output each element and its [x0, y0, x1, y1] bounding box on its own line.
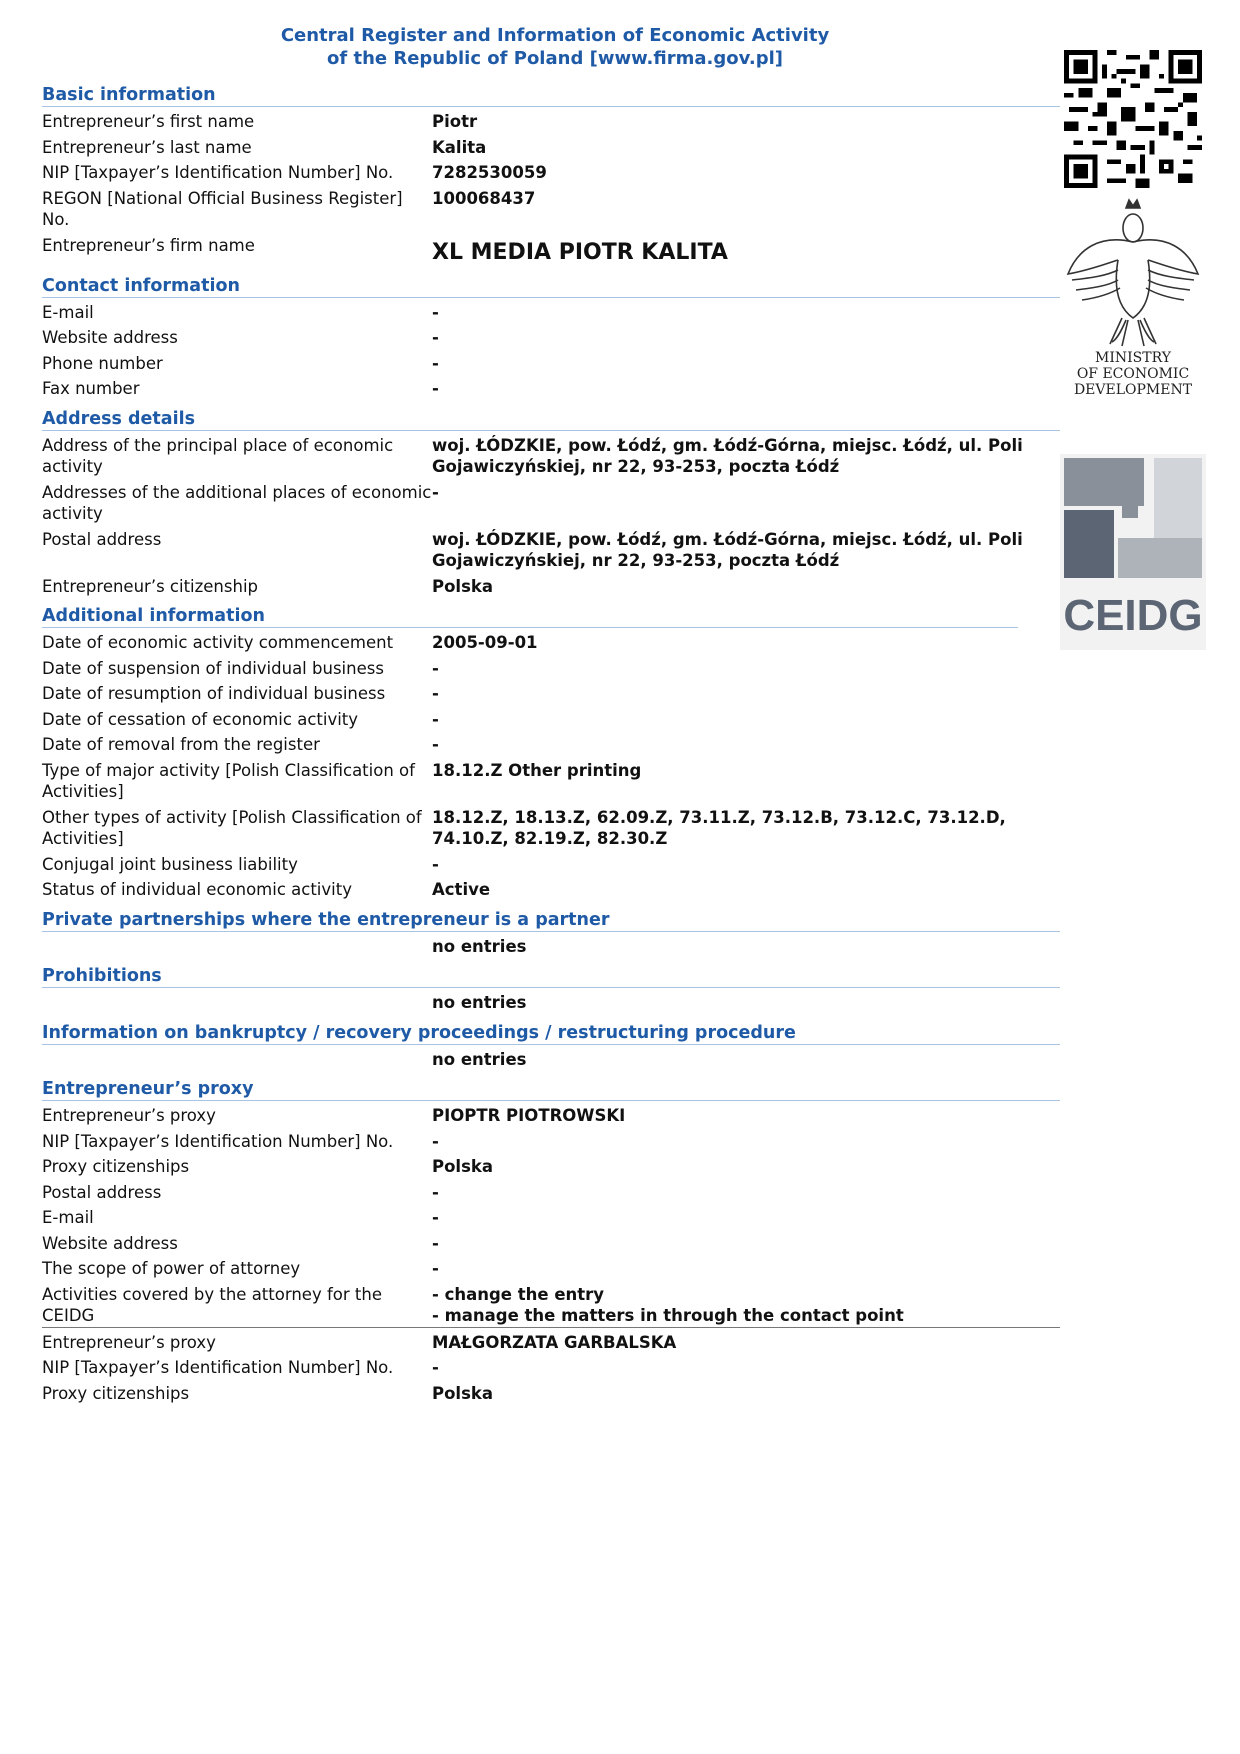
field-row — [42, 133, 1060, 159]
field-row — [42, 756, 1060, 803]
field-row — [42, 572, 1060, 598]
field-value: - — [432, 1131, 439, 1151]
section-title: Basic information — [42, 84, 1060, 107]
field-value: - — [432, 1259, 439, 1278]
field-row — [42, 850, 1060, 876]
sidebar-graphics — [1060, 50, 1208, 650]
activity-line: - change the entry — [432, 1284, 605, 1304]
section-contact-information — [42, 275, 1060, 400]
field-row — [42, 478, 1060, 525]
field-value: - — [432, 379, 439, 398]
field-label: Postal address — [42, 529, 162, 549]
section-prohibitions — [42, 965, 1060, 1014]
field-label: Website address — [42, 328, 178, 347]
field-label: NIP [Taxpayer’s Identification Number] No. — [42, 1131, 394, 1151]
section-title: Private partnerships where the entrepreneur is a partner — [42, 909, 1060, 932]
field-label: Entrepreneur’s citizenship — [42, 576, 258, 596]
field-label: Proxy citizenships — [42, 1383, 190, 1403]
field-row — [42, 431, 1060, 478]
field-row — [42, 1280, 1060, 1328]
field-value: - — [432, 735, 439, 754]
section-title: Information on bankruptcy / recovery proceedings / restructuring procedure — [42, 1022, 1060, 1045]
field-row — [42, 1229, 1060, 1255]
register-content — [42, 84, 1060, 1404]
field-row — [42, 875, 1060, 901]
field-row — [42, 705, 1060, 731]
field-value: Polska — [432, 1157, 494, 1176]
field-value: Kalita — [432, 137, 487, 157]
field-value: - — [432, 684, 439, 703]
document-header — [42, 24, 1068, 70]
field-label: Entrepreneur’s proxy — [42, 1106, 216, 1125]
section-basic-information — [42, 84, 1060, 267]
section-private-partnerships — [42, 909, 1060, 958]
field-label: Type of major activity [Polish Classification of Activities] — [42, 760, 415, 801]
field-value: 18.12.Z, 18.13.Z, 62.09.Z, 73.11.Z, 73.12.B, 73.12.C, 73.12.D, 74.10.Z, 82.19.Z, 82.30.Z — [432, 807, 1006, 848]
field-row — [42, 1127, 1060, 1153]
field-label: Activities covered by the attorney for the CEIDG — [42, 1284, 382, 1325]
field-row — [42, 107, 1060, 133]
field-value: woj. ŁÓDZKIE, pow. Łódź, gm. Łódź-Górna, miejsc. Łódź, ul. Poli Gojawiczyńskiej, nr 22, 93-253, poczta Łódź — [432, 435, 1023, 476]
field-row — [42, 374, 1060, 400]
field-value: 18.12.Z Other printing — [432, 760, 642, 780]
field-label: NIP [Taxpayer’s Identification Number] No. — [42, 1358, 394, 1377]
field-row — [42, 525, 1060, 572]
field-row — [42, 730, 1060, 756]
field-row — [42, 184, 1060, 231]
header-line-2: of the Republic of Poland [www.firma.gov.pl] — [327, 48, 783, 69]
qr-code-icon — [1060, 50, 1206, 188]
field-label: E-mail — [42, 1208, 94, 1227]
field-row — [42, 158, 1060, 184]
activity-line: - manage the matters in through the contact point — [432, 1306, 904, 1325]
polish-eagle-emblem-icon — [1060, 194, 1206, 404]
field-label: Date of suspension of individual business — [42, 658, 384, 678]
field-value: - — [432, 328, 439, 347]
no-entries-value: no entries — [432, 1049, 527, 1069]
field-value: 7282530059 — [432, 163, 547, 182]
field-value: MAŁGORZATA GARBALSKA — [432, 1332, 677, 1352]
field-value: - — [432, 1233, 439, 1253]
field-row — [42, 1254, 1060, 1280]
field-value: - — [432, 1208, 439, 1227]
field-row — [42, 628, 1060, 654]
field-value: woj. ŁÓDZKIE, pow. Łódź, gm. Łódź-Górna, miejsc. Łódź, ul. Poli Gojawiczyńskiej, nr 22, 93-253, poczta Łódź — [432, 529, 1023, 570]
field-value: Piotr — [432, 112, 478, 131]
field-label: Entrepreneur’s last name — [42, 137, 252, 157]
field-label: Other types of activity [Polish Classification of Activities] — [42, 807, 422, 848]
field-label: Entrepreneur’s first name — [42, 112, 255, 131]
field-row — [42, 803, 1060, 850]
field-label: Addresses of the additional places of economic activity — [42, 482, 432, 523]
field-value: - — [432, 1358, 439, 1377]
no-entries-value: no entries — [432, 936, 527, 956]
field-label: Date of cessation of economic activity — [42, 709, 359, 729]
field-row — [42, 1178, 1060, 1204]
field-row — [42, 1379, 1060, 1405]
section-title: Prohibitions — [42, 965, 1060, 988]
section-title: Address details — [42, 408, 1060, 431]
field-row — [42, 679, 1060, 705]
field-row — [42, 654, 1060, 680]
field-row — [42, 1353, 1060, 1379]
ministry-line-1: MINISTRY — [1095, 350, 1171, 366]
field-label: Status of individual economic activity — [42, 880, 352, 899]
field-value: - — [432, 482, 439, 502]
field-label: REGON [National Official Business Register] No. — [42, 188, 403, 229]
field-row — [42, 231, 1060, 267]
field-label: Date of removal from the register — [42, 735, 320, 754]
field-row — [42, 1152, 1060, 1178]
section-title: Contact information — [42, 275, 1060, 298]
field-value — [432, 1284, 1060, 1327]
field-value: - — [432, 353, 439, 373]
field-value: - — [432, 709, 439, 729]
section-title: Additional information — [42, 605, 1018, 628]
ceidg-logo-text: CEIDG — [1063, 591, 1203, 640]
header-line-1: Central Register and Information of Economic Activity — [280, 25, 830, 46]
field-label: NIP [Taxpayer’s Identification Number] No. — [42, 163, 394, 182]
field-value: PIOPTR PIOTROWSKI — [432, 1106, 626, 1125]
ceidg-logo-icon — [1060, 454, 1206, 650]
firm-name-value: XL MEDIA PIOTR KALITA — [432, 239, 728, 265]
section-entrepreneurs-proxy — [42, 1078, 1060, 1404]
field-value: 100068437 — [432, 188, 536, 208]
field-value: Polska — [432, 576, 494, 596]
ministry-line-3: DEVELOPMENT — [1073, 382, 1193, 398]
field-label: Phone number — [42, 353, 163, 373]
section-bankruptcy — [42, 1022, 1060, 1071]
field-value: - — [432, 854, 439, 874]
field-row — [42, 298, 1060, 324]
field-value: - — [432, 1182, 439, 1202]
field-label: Proxy citizenships — [42, 1157, 190, 1176]
field-label: Fax number — [42, 379, 140, 398]
field-label: Website address — [42, 1233, 178, 1253]
ministry-line-2: OF ECONOMIC — [1076, 366, 1190, 382]
field-value: 2005-09-01 — [432, 633, 538, 652]
field-value: Active — [432, 880, 491, 899]
field-value: - — [432, 658, 439, 678]
field-row — [42, 323, 1060, 349]
section-additional-information — [42, 605, 1060, 901]
field-label: Date of economic activity commencement — [42, 633, 394, 652]
field-value: - — [432, 302, 439, 322]
field-label: Date of resumption of individual business — [42, 684, 386, 703]
field-value: Polska — [432, 1383, 494, 1403]
field-row — [42, 1328, 1060, 1354]
section-address-details — [42, 408, 1060, 598]
section-title: Entrepreneur’s proxy — [42, 1078, 1060, 1101]
field-row — [42, 1101, 1060, 1127]
field-label: Entrepreneur’s firm name — [42, 235, 255, 255]
field-label: Address of the principal place of economic activity — [42, 435, 394, 476]
field-row — [42, 349, 1060, 375]
field-row — [42, 1203, 1060, 1229]
field-label: Postal address — [42, 1182, 162, 1202]
field-label: E-mail — [42, 302, 94, 322]
field-label: Entrepreneur’s proxy — [42, 1332, 216, 1352]
field-label: Conjugal joint business liability — [42, 854, 298, 874]
no-entries-value: no entries — [432, 993, 527, 1012]
field-label: The scope of power of attorney — [42, 1259, 301, 1278]
